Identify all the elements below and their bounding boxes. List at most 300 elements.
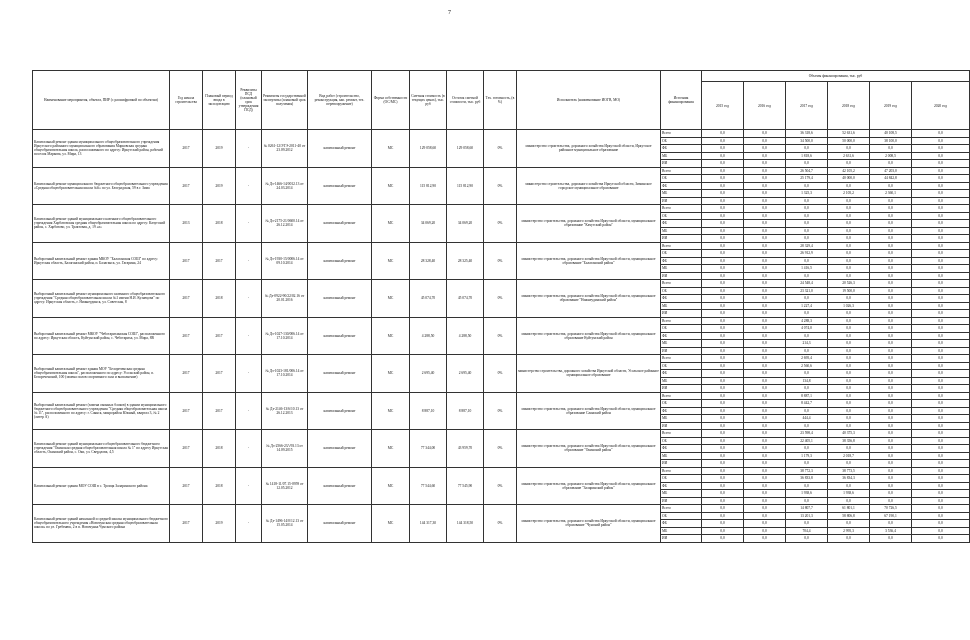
funding-value-cell: 0,0 [828, 310, 870, 318]
funding-value-cell: 0,0 [870, 242, 912, 250]
table-row [33, 505, 970, 513]
table-row [33, 280, 970, 288]
funding-value-cell: 0,0 [744, 295, 786, 303]
readiness-cell: 0% [484, 205, 517, 243]
funding-value-cell: 0,0 [744, 137, 786, 145]
funding-value-cell: 0,0 [744, 370, 786, 378]
object-name-cell: Капитальный ремонт здания МОУ СОШ в с. Троицк Заларинского района [33, 467, 170, 505]
funding-value-cell: 0,0 [786, 422, 828, 430]
funding-value-cell: 0,0 [786, 182, 828, 190]
funding-value-cell: 0,0 [702, 415, 744, 423]
funding-value-cell: 0,0 [870, 310, 912, 318]
funding-value-cell: 38 772,3 [786, 467, 828, 475]
funding-value-cell: 0,0 [786, 482, 828, 490]
funding-value-cell: 1 026,3 [828, 302, 870, 310]
funding-value-cell: 1 938,6 [786, 490, 828, 498]
funding-value-cell: 47 203,0 [870, 167, 912, 175]
funding-value-cell: 0,0 [744, 235, 786, 243]
funding-value-cell: 0,0 [912, 490, 970, 498]
funding-value-cell: 0,0 [870, 317, 912, 325]
funding-value-cell: 0,0 [702, 370, 744, 378]
funding-value-cell: 0,0 [912, 227, 970, 235]
funding-value-cell: 0,0 [744, 362, 786, 370]
table-row [33, 317, 970, 325]
funding-value-cell: 0,0 [912, 302, 970, 310]
funding-source-cell: ФБ [661, 520, 702, 528]
start-year-cell: 2017 [170, 430, 203, 468]
funding-source-cell: МБ [661, 152, 702, 160]
funding-value-cell: 0,0 [828, 257, 870, 265]
funding-source-cell: ИИ [661, 347, 702, 355]
funding-value-cell: 0,0 [912, 325, 970, 333]
funding-value-cell: 0,0 [912, 407, 970, 415]
funding-source-cell: ОБ [661, 325, 702, 333]
funding-value-cell: 0,0 [870, 272, 912, 280]
pir-deadline-cell: - [236, 317, 262, 355]
funding-value-cell: 0,0 [786, 160, 828, 168]
work-type-cell: капитальный ремонт [308, 317, 372, 355]
investment-program-table [32, 70, 970, 543]
funding-source-cell: ФБ [661, 332, 702, 340]
header-readiness: Тех. готовность, (в %) [484, 71, 517, 130]
funding-value-cell: 0,0 [870, 280, 912, 288]
funding-value-cell: 0,0 [786, 407, 828, 415]
funding-value-cell: 0,0 [828, 325, 870, 333]
funding-value-cell: 0,0 [744, 392, 786, 400]
funding-value-cell: 0,0 [744, 182, 786, 190]
funding-value-cell: 0,0 [786, 370, 828, 378]
remaining-cost-cell: 129 058,60 [447, 130, 484, 168]
funding-value-cell: 0,0 [702, 265, 744, 273]
funding-value-cell: 0,0 [744, 250, 786, 258]
ownership-cell: МС [372, 317, 410, 355]
funding-source-cell: ОБ [661, 437, 702, 445]
funding-value-cell: 22 405,1 [786, 437, 828, 445]
funding-source-cell: Всего [661, 167, 702, 175]
funding-value-cell: 0,0 [912, 295, 970, 303]
funding-value-cell: 0,0 [786, 212, 828, 220]
funding-value-cell: 0,0 [786, 220, 828, 228]
funding-value-cell: 0,0 [744, 145, 786, 153]
estimate-cost-cell: 45 074,70 [410, 280, 447, 318]
funding-value-cell: 0,0 [702, 272, 744, 280]
planned-year-cell: 2017 [203, 317, 236, 355]
funding-value-cell: 3 536,4 [870, 527, 912, 535]
funding-value-cell: 0,0 [912, 265, 970, 273]
ownership-cell: МС [372, 130, 410, 168]
funding-value-cell: 0,0 [870, 250, 912, 258]
executor-cell: министерство строительства, дорожного хозяйства Иркутской области, муниципальное образование Куйтунский район [517, 317, 661, 355]
funding-value-cell: 0,0 [702, 227, 744, 235]
funding-value-cell: 0,0 [786, 310, 828, 318]
funding-value-cell: 0,0 [912, 190, 970, 198]
funding-value-cell: 0,0 [744, 287, 786, 295]
funding-value-cell: 0,0 [912, 137, 970, 145]
funding-value-cell: 0,0 [744, 130, 786, 138]
header-volumes-title: Объемы финансирования, тыс. руб [702, 71, 970, 82]
readiness-cell: 0% [484, 505, 517, 543]
funding-value-cell: 0,0 [702, 332, 744, 340]
funding-value-cell: 0,0 [912, 317, 970, 325]
funding-value-cell: 0,0 [702, 460, 744, 468]
funding-value-cell: 0,0 [828, 160, 870, 168]
funding-value-cell: 0,0 [744, 535, 786, 543]
funding-value-cell: 0,0 [912, 250, 970, 258]
funding-value-cell: 0,0 [870, 325, 912, 333]
funding-value-cell: 0,0 [744, 325, 786, 333]
funding-value-cell: 0,0 [870, 227, 912, 235]
funding-value-cell: 0,0 [744, 407, 786, 415]
header-ownership: Форма собственности (ОС/МС) [372, 71, 410, 130]
funding-value-cell: 0,0 [744, 257, 786, 265]
funding-value-cell: 0,0 [702, 205, 744, 213]
funding-value-cell: 0,0 [912, 482, 970, 490]
object-name-cell: Выборочный капитальный ремонт МКОУ "Чеботарихинская СОШ", расположенного по адресу: Иркутская область, Куйтунский район, с. Чеботариха, ул. Мира, 8В [33, 317, 170, 355]
funding-value-cell: 0,0 [912, 272, 970, 280]
funding-value-cell: 0,0 [744, 347, 786, 355]
funding-value-cell: 0,0 [702, 482, 744, 490]
funding-value-cell: 0,0 [870, 212, 912, 220]
header-remaining-cost: Остаток сметной стоимости, тыс. руб [447, 71, 484, 130]
funding-source-cell: МБ [661, 302, 702, 310]
object-name-cell: Капитальный ремонт зданий начальной и средней школы муниципального бюджетного общеобразовательного учреждения «Новочунская средняя общеобразовательная школа» по ул. Гребенюк, 2 в п. Новочунка Чунского района [33, 505, 170, 543]
funding-source-cell: МБ [661, 377, 702, 385]
object-name-cell: Капитальный ремонт зданий муниципального общеобразовательного бюджетного учреждения "Окинская средняя общеобразовательная школа № 1" по адресу Иркутская область, Окинский район, с. Оки, ул. Свердлова, 4,5 [33, 430, 170, 468]
readiness-cell: 0% [484, 467, 517, 505]
funding-value-cell: 0,0 [702, 437, 744, 445]
funding-source-cell: ИИ [661, 460, 702, 468]
funding-value-cell: 0,0 [744, 475, 786, 483]
funding-value-cell: 0,0 [870, 452, 912, 460]
funding-value-cell: 0,0 [702, 512, 744, 520]
remaining-cost-cell: 28 325,40 [447, 242, 484, 280]
funding-value-cell: 2 560,6 [786, 362, 828, 370]
funding-source-cell: ОБ [661, 175, 702, 183]
funding-value-cell: 0,0 [744, 460, 786, 468]
funding-source-cell: ФБ [661, 182, 702, 190]
funding-source-cell: Всего [661, 392, 702, 400]
funding-value-cell: 0,0 [702, 392, 744, 400]
funding-value-cell: 0,0 [912, 347, 970, 355]
funding-value-cell: 26 504,7 [786, 167, 828, 175]
planned-year-cell: 2017 [203, 355, 236, 393]
estimate-cost-cell: 34 069,20 [410, 205, 447, 243]
funding-value-cell: 0,0 [744, 272, 786, 280]
funding-source-cell: ОБ [661, 400, 702, 408]
funding-value-cell: 67 190,1 [870, 512, 912, 520]
executor-cell: министерство строительства, дорожного хозяйства Иркутской области, муниципальное образование "Нижнеудинский район" [517, 280, 661, 318]
object-name-cell: Капитальный ремонт здания муниципального общеобразовательного учреждения Иркутского районного муниципального образования Марковская средняя общеобразовательная школа, расположенного по адресу: Иркутский район, рабочий поселок Маркова, ул. Мира, 13 [33, 130, 170, 168]
funding-value-cell: 0,0 [744, 385, 786, 393]
start-year-cell: 2017 [170, 242, 203, 280]
header-start-year: Год начала строительства [170, 71, 203, 130]
funding-value-cell: 0,0 [786, 497, 828, 505]
funding-value-cell: 0,0 [702, 355, 744, 363]
funding-value-cell: 0,0 [702, 220, 744, 228]
pir-deadline-cell: - [236, 167, 262, 205]
funding-value-cell: 8 442,7 [786, 400, 828, 408]
funding-value-cell: 0,0 [828, 407, 870, 415]
pir-deadline-cell: - [236, 505, 262, 543]
planned-year-cell: 2019 [203, 130, 236, 168]
funding-value-cell: 0,0 [870, 182, 912, 190]
funding-value-cell: 2 008,5 [870, 152, 912, 160]
funding-source-cell: ОБ [661, 475, 702, 483]
funding-value-cell: 0,0 [702, 130, 744, 138]
funding-value-cell: 0,0 [912, 152, 970, 160]
funding-value-cell: 0,0 [828, 415, 870, 423]
funding-value-cell: 0,0 [828, 355, 870, 363]
funding-value-cell: 0,0 [870, 377, 912, 385]
funding-value-cell: 1 179,3 [786, 452, 828, 460]
header-funding-source: Источник финансирования [661, 71, 702, 130]
funding-value-cell: 0,0 [786, 535, 828, 543]
funding-value-cell: 0,0 [702, 317, 744, 325]
funding-value-cell: 0,0 [702, 535, 744, 543]
funding-value-cell: 0,0 [870, 220, 912, 228]
funding-value-cell: 0,0 [828, 197, 870, 205]
funding-value-cell: 25 179,4 [786, 175, 828, 183]
funding-source-cell: ИИ [661, 422, 702, 430]
funding-value-cell: 0,0 [870, 340, 912, 348]
work-type-cell: капитальный ремонт [308, 355, 372, 393]
funding-value-cell: 0,0 [702, 407, 744, 415]
funding-value-cell: 0,0 [912, 437, 970, 445]
funding-value-cell: 0,0 [912, 445, 970, 453]
funding-value-cell: 0,0 [828, 295, 870, 303]
funding-source-cell: ФБ [661, 407, 702, 415]
start-year-cell: 2017 [170, 392, 203, 430]
funding-value-cell: 0,0 [828, 250, 870, 258]
estimate-cost-cell: 77 344,00 [410, 430, 447, 468]
header-work-type: Вид работ (строительство, реконструкция, кап. ремонт, тех. перевооружение) [308, 71, 372, 130]
funding-source-cell: ФБ [661, 145, 702, 153]
work-type-cell: капитальный ремонт [308, 205, 372, 243]
remaining-cost-cell: 4 288,50 [447, 317, 484, 355]
readiness-cell: 0% [484, 355, 517, 393]
funding-value-cell: 38 356,8 [828, 437, 870, 445]
funding-value-cell: 0,0 [912, 512, 970, 520]
executor-cell: министерство строительства, дорожного хозяйства Иркутской области, муниципальное образование "Качугский район" [517, 205, 661, 243]
funding-value-cell: 0,0 [912, 220, 970, 228]
funding-value-cell: 28 329,4 [786, 242, 828, 250]
funding-value-cell: 0,0 [786, 347, 828, 355]
remaining-cost-cell: 115 812,90 [447, 167, 484, 205]
funding-value-cell: 34 500,0 [786, 137, 828, 145]
header-year: 2017 год [786, 82, 828, 130]
table-row [33, 205, 970, 213]
funding-source-cell: ИИ [661, 497, 702, 505]
expertise-cell: № Дз-1027-130/006.14 от 17.10.2014 [262, 317, 308, 355]
funding-value-cell: 0,0 [702, 212, 744, 220]
funding-value-cell: 0,0 [744, 265, 786, 273]
work-type-cell: капитальный ремонт [308, 242, 372, 280]
funding-value-cell: 0,0 [744, 505, 786, 513]
funding-value-cell: 0,0 [744, 445, 786, 453]
funding-value-cell: 0,0 [912, 242, 970, 250]
funding-value-cell: 0,0 [870, 467, 912, 475]
object-name-cell: Капитальный ремонт муниципального бюджетного общеобразовательного учреждения «Средняя общеобразовательная школа №6» по ул. Белградская, 59 в г. Зима [33, 167, 170, 205]
funding-value-cell: 0,0 [870, 482, 912, 490]
executor-cell: министерство строительства, дорожного хозяйства Иркутской области, муниципальное образование Саянский район [517, 392, 661, 430]
funding-source-cell: ФБ [661, 370, 702, 378]
funding-value-cell: 0,0 [870, 205, 912, 213]
header-pir-deadline: Реквизиты ПСД (плановый срок утверждения ПСД) [236, 71, 262, 130]
funding-source-cell: ФБ [661, 220, 702, 228]
funding-value-cell: 0,0 [702, 310, 744, 318]
funding-value-cell: 0,0 [870, 332, 912, 340]
funding-value-cell: 0,0 [786, 257, 828, 265]
planned-year-cell: 2018 [203, 205, 236, 243]
funding-value-cell: 0,0 [912, 452, 970, 460]
funding-value-cell: 2 995,3 [828, 527, 870, 535]
expertise-cell: № Дз-1466-14/0012.13 от 24.03.2014 [262, 167, 308, 205]
table-row [33, 392, 970, 400]
funding-value-cell: 0,0 [912, 400, 970, 408]
ownership-cell: МС [372, 392, 410, 430]
funding-value-cell: 0,0 [702, 145, 744, 153]
funding-value-cell: 0,0 [828, 385, 870, 393]
funding-value-cell: 0,0 [786, 295, 828, 303]
funding-source-cell: МБ [661, 340, 702, 348]
funding-value-cell: 0,0 [912, 257, 970, 265]
funding-value-cell: 0,0 [744, 490, 786, 498]
funding-value-cell: 0,0 [702, 527, 744, 535]
object-name-cell: Капитальный ремонт зданий муниципального казенного общеобразовательного учреждения Харбатовская средняя общеобразовательная школа по адресу: Качугский район, с. Харбатово, ул. Трактовая, д. 19 «а» [33, 205, 170, 243]
funding-value-cell: 44 842,8 [870, 175, 912, 183]
funding-value-cell: 0,0 [912, 370, 970, 378]
funding-value-cell: 0,0 [702, 152, 744, 160]
funding-value-cell: 0,0 [744, 302, 786, 310]
funding-value-cell: 0,0 [912, 160, 970, 168]
funding-value-cell: 0,0 [828, 272, 870, 280]
funding-value-cell: 2 105,2 [828, 190, 870, 198]
readiness-cell: 0% [484, 130, 517, 168]
funding-value-cell: 0,0 [828, 205, 870, 213]
funding-value-cell: 26 912,9 [786, 250, 828, 258]
funding-value-cell: 0,0 [828, 347, 870, 355]
funding-value-cell: 0,0 [702, 475, 744, 483]
funding-value-cell: 0,0 [912, 212, 970, 220]
start-year-cell: 2017 [170, 167, 203, 205]
object-name-cell: Выборочный капитальный ремонт здания МОУ "Белореченская средняя общеобразовательная школа", расположенного по адресу: Усольский район, п. Белореченский, 100 (замена полов спортивного зала и выполнение) [33, 355, 170, 393]
planned-year-cell: 2018 [203, 280, 236, 318]
funding-value-cell: 0,0 [912, 535, 970, 543]
funding-value-cell: 0,0 [912, 392, 970, 400]
funding-value-cell: 0,0 [744, 205, 786, 213]
funding-value-cell: 0,0 [912, 467, 970, 475]
funding-value-cell: 0,0 [786, 460, 828, 468]
funding-value-cell: 40 000,0 [828, 175, 870, 183]
funding-value-cell: 38 100,0 [870, 137, 912, 145]
funding-value-cell: 0,0 [870, 422, 912, 430]
pir-deadline-cell: - [236, 130, 262, 168]
funding-value-cell: 0,0 [912, 430, 970, 438]
funding-value-cell: 0,0 [912, 287, 970, 295]
funding-value-cell: 38 773,5 [828, 467, 870, 475]
funding-value-cell: 0,0 [912, 460, 970, 468]
funding-value-cell: 0,0 [828, 212, 870, 220]
funding-value-cell: 0,0 [702, 422, 744, 430]
funding-value-cell: 0,0 [870, 475, 912, 483]
funding-value-cell: 0,0 [828, 340, 870, 348]
funding-value-cell: 36 833,8 [786, 475, 828, 483]
funding-value-cell: 58 806,8 [828, 512, 870, 520]
funding-value-cell: 0,0 [828, 145, 870, 153]
executor-cell: министерство строительства, дорожного хозяйства Иркутской области, Зиминское городское муниципальное образование [517, 167, 661, 205]
header-year: 2020 год [912, 82, 970, 130]
planned-year-cell: 2017 [203, 242, 236, 280]
funding-source-cell: ИИ [661, 272, 702, 280]
header-executor: Исполнитель (наименование ИОГВ, МО) [517, 71, 661, 130]
work-type-cell: капитальный ремонт [308, 505, 372, 543]
estimate-cost-cell: 129 058,60 [410, 130, 447, 168]
header-year: 2018 год [828, 82, 870, 130]
funding-value-cell: 0,0 [744, 437, 786, 445]
funding-value-cell: 0,0 [744, 280, 786, 288]
funding-value-cell: 0,0 [828, 220, 870, 228]
funding-value-cell: 20 526,3 [828, 280, 870, 288]
funding-value-cell: 70 726,5 [870, 505, 912, 513]
header-year: 2019 год [870, 82, 912, 130]
remaining-cost-cell: 77 545,90 [447, 467, 484, 505]
funding-source-cell: МБ [661, 490, 702, 498]
funding-value-cell: 0,0 [870, 460, 912, 468]
funding-value-cell: 40 108,5 [870, 130, 912, 138]
funding-value-cell: 0,0 [870, 362, 912, 370]
funding-value-cell: 4 074,0 [786, 325, 828, 333]
funding-value-cell: 0,0 [744, 355, 786, 363]
funding-value-cell: 0,0 [828, 422, 870, 430]
funding-value-cell: 0,0 [702, 385, 744, 393]
funding-value-cell: 0,0 [828, 242, 870, 250]
funding-value-cell: 0,0 [870, 445, 912, 453]
funding-value-cell: 0,0 [870, 370, 912, 378]
funding-value-cell: 0,0 [702, 295, 744, 303]
pir-deadline-cell: - [236, 280, 262, 318]
funding-value-cell: 0,0 [912, 310, 970, 318]
funding-value-cell: 2 631,6 [828, 152, 870, 160]
remaining-cost-cell: 45 074,70 [447, 280, 484, 318]
funding-value-cell: 0,0 [828, 400, 870, 408]
funding-value-cell: 0,0 [786, 227, 828, 235]
ownership-cell: МС [372, 467, 410, 505]
funding-source-cell: Всего [661, 242, 702, 250]
header-year: 2016 год [744, 82, 786, 130]
expertise-cell: № Дз-2566-23/\/93.13 от 14.09.2015 [262, 430, 308, 468]
ownership-cell: МС [372, 242, 410, 280]
funding-value-cell: 0,0 [702, 340, 744, 348]
funding-value-cell: 61 801,1 [828, 505, 870, 513]
funding-value-cell: 0,0 [702, 377, 744, 385]
funding-value-cell: 0,0 [702, 257, 744, 265]
ownership-cell: МС [372, 205, 410, 243]
remaining-cost-cell: 144 318,50 [447, 505, 484, 543]
funding-value-cell: 0,0 [828, 227, 870, 235]
funding-value-cell: 0,0 [828, 182, 870, 190]
funding-value-cell: 0,0 [702, 445, 744, 453]
table-row [33, 430, 970, 438]
header-expertise: Реквизиты государственной экспертизы (плановый срок получения) [262, 71, 308, 130]
funding-source-cell: Всего [661, 467, 702, 475]
ownership-cell: МС [372, 430, 410, 468]
funding-value-cell: 0,0 [702, 137, 744, 145]
funding-value-cell: 0,0 [744, 377, 786, 385]
funding-value-cell: 4 288,3 [786, 317, 828, 325]
funding-value-cell: 0,0 [744, 152, 786, 160]
funding-source-cell: ОБ [661, 137, 702, 145]
header-year: 2015 год [702, 82, 744, 130]
